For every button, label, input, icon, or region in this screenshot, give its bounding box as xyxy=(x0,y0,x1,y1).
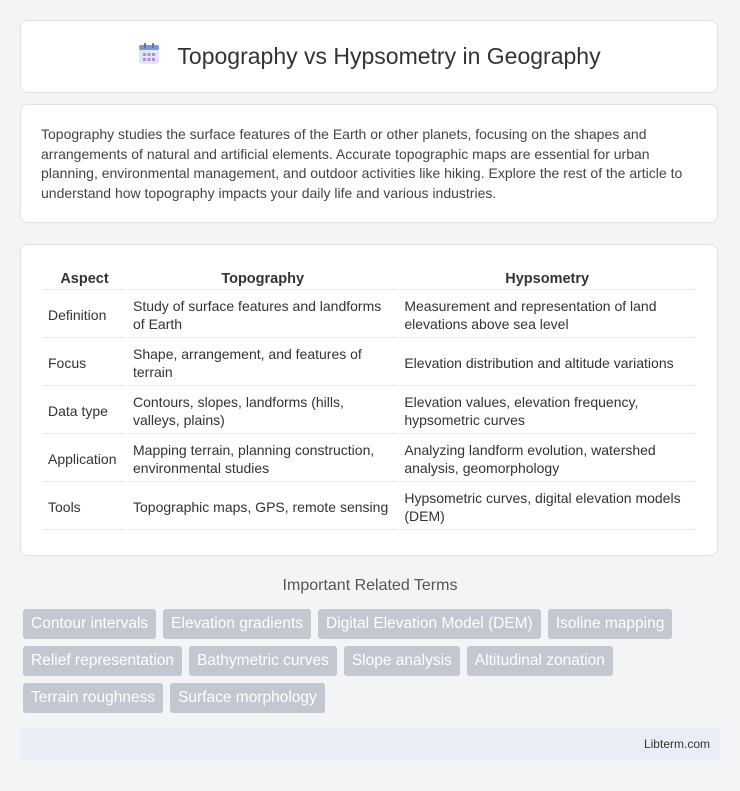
related-terms-list xyxy=(23,609,703,713)
intro-card xyxy=(20,104,718,223)
table-cell: Data type xyxy=(43,388,126,434)
column-header: Topography xyxy=(128,267,397,290)
term-tag[interactable]: Elevation gradients xyxy=(163,609,311,639)
table-cell: Study of surface features and landforms of Earth xyxy=(128,292,397,338)
term-tag[interactable]: Relief representation xyxy=(23,646,182,676)
table-row xyxy=(43,388,695,434)
table-cell: Contours, slopes, landforms (hills, valleys, plains) xyxy=(128,388,397,434)
term-tag[interactable]: Isoline mapping xyxy=(548,609,673,639)
footer-link[interactable]: Libterm.com xyxy=(643,737,710,751)
term-tag[interactable]: Altitudinal zonation xyxy=(467,646,613,676)
table-cell: Elevation distribution and altitude variations xyxy=(399,340,695,386)
table-cell: Shape, arrangement, and features of terrain xyxy=(128,340,397,386)
term-tag[interactable]: Bathymetric curves xyxy=(189,646,337,676)
table-cell: Mapping terrain, planning construction, environmental studies xyxy=(128,436,397,482)
calendar-icon xyxy=(137,42,161,71)
table-row xyxy=(43,436,695,482)
table-cell: Definition xyxy=(43,292,126,338)
term-tag[interactable]: Terrain roughness xyxy=(23,683,163,713)
table-cell: Focus xyxy=(43,340,126,386)
table-cell: Tools xyxy=(43,484,126,530)
table-row xyxy=(43,484,695,530)
page-title: Topography vs Hypsometry in Geography xyxy=(177,43,601,69)
term-tag[interactable]: Contour intervals xyxy=(23,609,156,639)
table-cell: Elevation values, elevation frequency, hypsometric curves xyxy=(399,388,695,434)
intro-text: Topography studies the surface features of the Earth or other planets, focusing on the shapes and arrangements of natural and artificial elements. Accurate topographic maps are essential for urban planning, environmental management, and outdoor activities like hiking. Explore the rest of the article to understand how topography impacts your daily life and various industries. xyxy=(41,126,683,201)
comparison-card xyxy=(20,244,718,556)
term-tag[interactable]: Surface morphology xyxy=(170,683,325,713)
table-row xyxy=(43,292,695,338)
header-card xyxy=(20,20,718,93)
table-cell: Analyzing landform evolution, watershed analysis, geomorphology xyxy=(399,436,695,482)
term-tag[interactable]: Slope analysis xyxy=(344,646,460,676)
column-header: Hypsometry xyxy=(399,267,695,290)
table-cell: Topographic maps, GPS, remote sensing xyxy=(128,484,397,530)
footer xyxy=(20,728,720,760)
comparison-table xyxy=(41,265,697,532)
related-terms-title: Important Related Terms xyxy=(282,577,458,594)
table-row xyxy=(43,340,695,386)
table-cell: Application xyxy=(43,436,126,482)
term-tag[interactable]: Digital Elevation Model (DEM) xyxy=(318,609,541,639)
table-cell: Hypsometric curves, digital elevation models (DEM) xyxy=(399,484,695,530)
column-header: Aspect xyxy=(43,267,126,290)
table-header-row xyxy=(43,267,695,290)
table-cell: Measurement and representation of land elevations above sea level xyxy=(399,292,695,338)
